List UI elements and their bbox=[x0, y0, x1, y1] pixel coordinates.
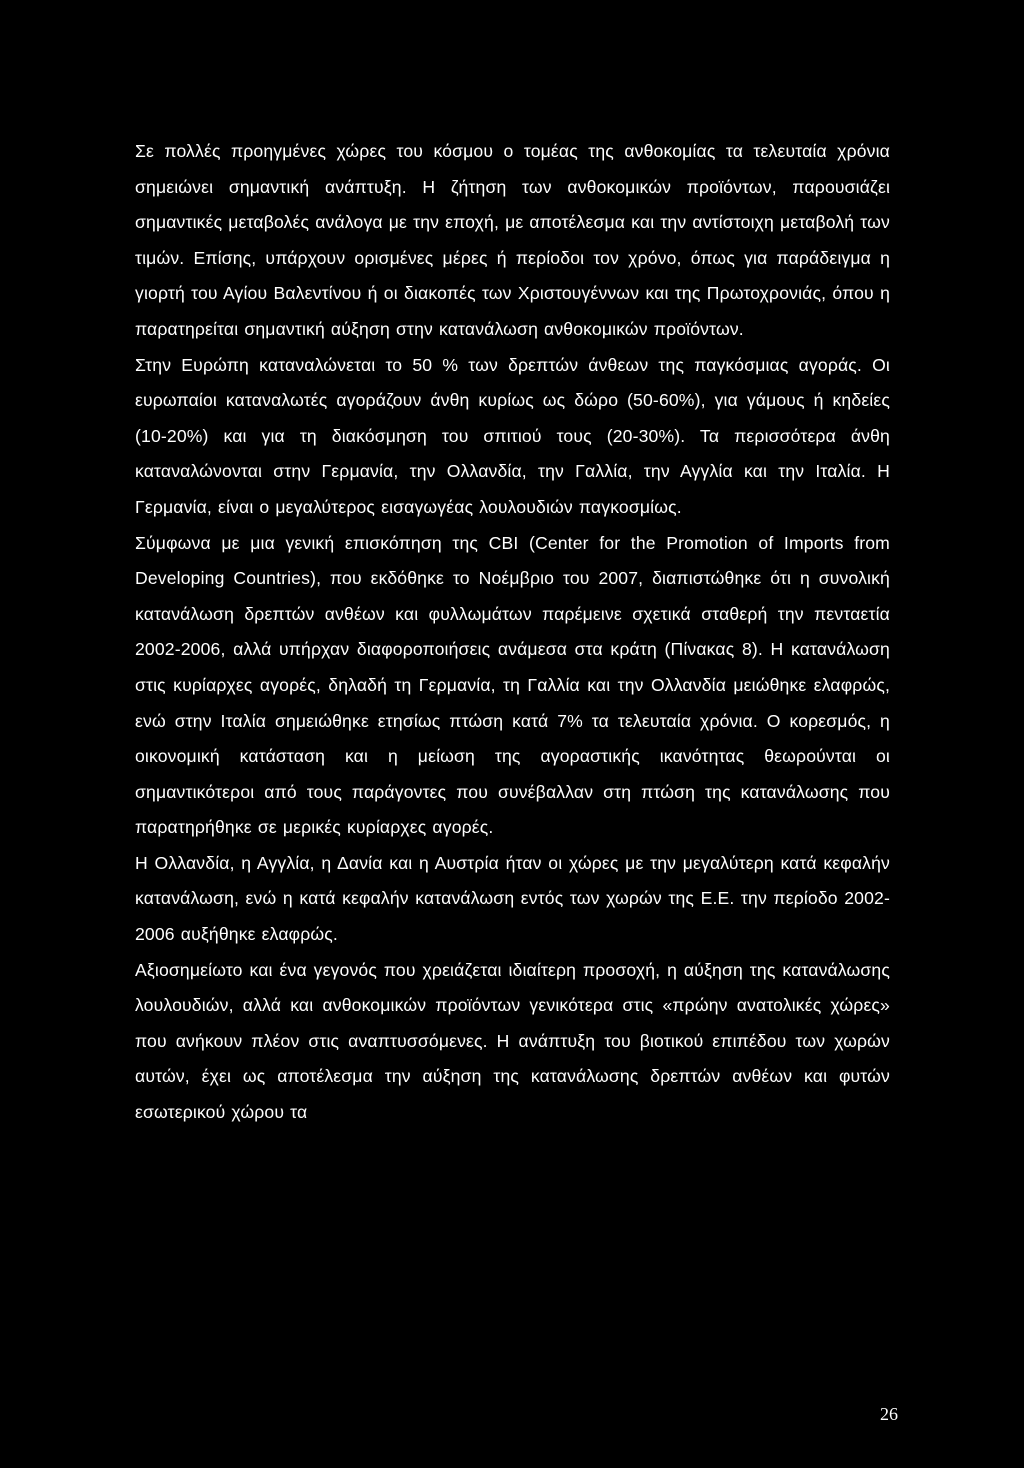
paragraph-1: Σε πολλές προηγμένες χώρες του κόσμου ο τομέας της ανθοκομίας τα τελευταία χρόνια σημειώνει σημαντική ανάπτυξη. Η ζήτηση των ανθοκομικών προϊόντων, παρουσιάζει σημαντικές μεταβολές ανάλογα με την εποχή, με αποτέλεσμα και την αντίστοιχη μεταβολή των τιμών. Επίσης, υπάρχουν ορισμένες μέρες ή περίοδοι τον χρόνο, όπως για παράδειγμα η γιορτή του Αγίου Βαλεντίνου ή οι διακοπές των Χριστουγέννων και της Πρωτοχρονιάς, όπου η παρατηρείται σημαντική αύξηση στην κατανάλωση ανθοκομικών προϊόντων. bbox=[135, 141, 890, 339]
page-number: 26 bbox=[880, 1404, 898, 1424]
paragraph-2: Στην Ευρώπη καταναλώνεται το 50 % των δρεπτών άνθεων της παγκόσμιας αγοράς. Οι ευρωπαίοι καταναλωτές αγοράζουν άνθη κυρίως ως δώρο (50-60%), για γάμους ή κηδείες (10-20%) και για τη διακόσμηση του σπιτιού τους (20-30%). Τα περισσότερα άνθη καταναλώνονται στην Γερμανία, την Ολλανδία, την Γαλλία, την Αγγλία και την Ιταλία. Η Γερμανία, είναι ο μεγαλύτερος εισαγωγέας λουλουδιών παγκοσμίως. bbox=[135, 354, 890, 517]
paragraph-3: Σύμφωνα με μια γενική επισκόπηση της CBI (Center for the Promotion of Imports from Developing Countries), που εκδόθηκε το Νοέμβριο του 2007, διαπιστώθηκε ότι η συνολική κατανάλωση δρεπτών ανθέων και φυλλωμάτων παρέμεινε σχετικά σταθερή την πενταετία 2002-2006, αλλά υπήρχαν διαφοροποιήσεις ανάμεσα στα κράτη (Πίνακας 8). Η κατανάλωση στις κυρίαρχες αγορές, δηλαδή τη Γερμανία, τη Γαλλία και την Ολλανδία μειώθηκε ελαφρώς, ενώ στην Ιταλία σημειώθηκε ετησίως πτώση κατά 7% τα τελευταία χρόνια. Ο κορεσμός, η οικονομική κατάσταση και η μείωση της αγοραστικής ικανότητας θεωρούνται οι σημαντικότεροι από τους παράγοντες που συνέβαλλαν στη πτώση της κατανάλωσης που παρατηρήθηκε σε μερικές κυρίαρχες αγορές. bbox=[135, 532, 890, 838]
paragraph-5: Αξιοσημείωτο και ένα γεγονός που χρειάζεται ιδιαίτερη προσοχή, η αύξηση της κατανάλωσης λουλουδιών, αλλά και ανθοκομικών προϊόντων γενικότερα στις «πρώην ανατολικές χώρες» που ανήκουν πλέον στις αναπτυσσόμενες. Η ανάπτυξη του βιοτικού επιπέδου των χωρών αυτών, έχει ως αποτέλεσμα την αύξηση της κατανάλωσης δρεπτών ανθέων και φυτών εσωτερικού χώρου τα bbox=[135, 959, 890, 1123]
paragraph-4: Η Ολλανδία, η Αγγλία, η Δανία και η Αυστρία ήταν οι χώρες με την μεγαλύτερη κατά κεφαλήν κατανάλωση, ενώ η κατά κεφαλήν κατανάλωση εντός των χωρών της Ε.Ε. την περίοδο 2002-2006 αυξήθηκε ελαφρώς. bbox=[135, 852, 890, 945]
body-text bbox=[135, 134, 890, 1131]
